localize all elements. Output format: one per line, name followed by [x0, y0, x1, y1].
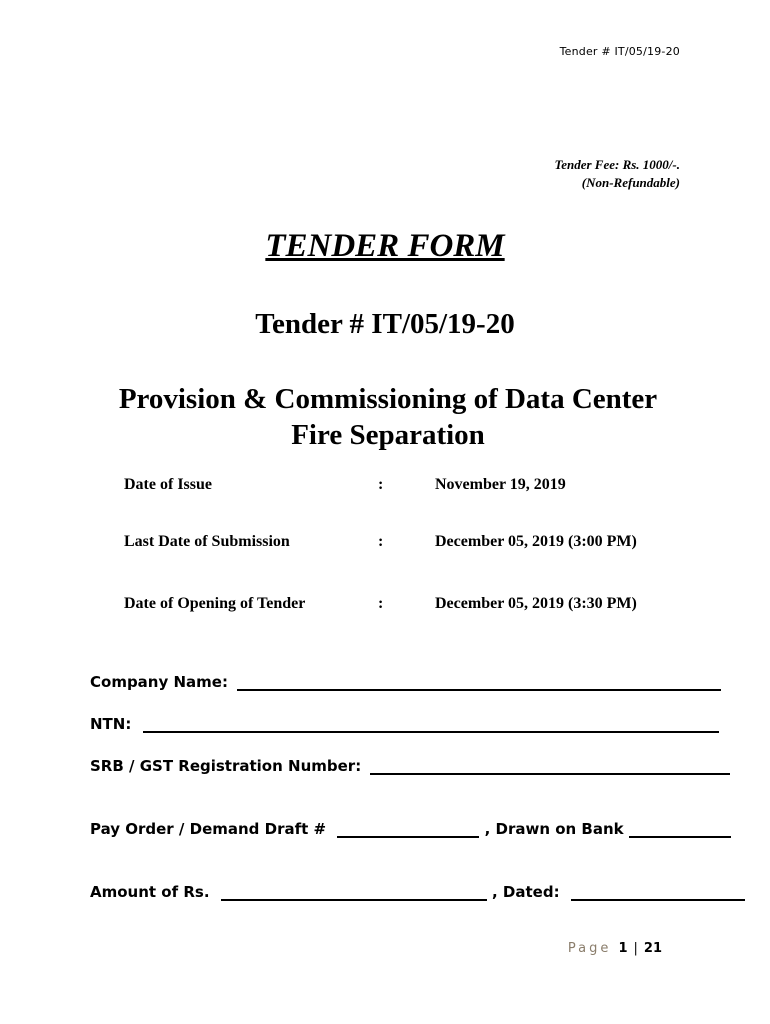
schedule-value: November 19, 2019	[435, 476, 566, 493]
amount-row	[90, 883, 745, 905]
tender-number-heading: Tender # IT/05/19-20	[255, 308, 515, 340]
schedule-separator: :	[378, 595, 384, 612]
company-name-label: Company Name:	[90, 673, 228, 691]
amount-label: Amount of Rs.	[90, 883, 210, 901]
srb-gst-blank[interactable]	[370, 758, 730, 775]
schedule-label: Date of Opening of Tender	[124, 595, 306, 612]
schedule-value: December 05, 2019 (3:30 PM)	[435, 595, 637, 612]
tender-fee-text: Tender Fee: Rs. 1000/-.	[554, 157, 680, 172]
company-name-blank[interactable]	[237, 674, 721, 691]
schedule-label: Last Date of Submission	[124, 533, 290, 550]
amount-blank[interactable]	[221, 884, 487, 901]
schedule-separator: :	[378, 476, 384, 493]
drawn-on-bank-label: , Drawn on Bank	[484, 820, 624, 838]
schedule-separator: :	[378, 533, 384, 550]
srb-gst-row	[90, 757, 730, 779]
drawn-on-bank-blank[interactable]	[629, 821, 731, 838]
company-name-row	[90, 673, 721, 695]
schedule-row-submission-date	[124, 533, 724, 555]
pay-order-label: Pay Order / Demand Draft #	[90, 820, 327, 838]
page-word: Page	[567, 941, 612, 956]
srb-gst-label: SRB / GST Registration Number:	[90, 757, 362, 775]
current-page-number: 1	[618, 941, 628, 956]
ntn-blank[interactable]	[143, 716, 719, 733]
schedule-value: December 05, 2019 (3:00 PM)	[435, 533, 637, 550]
ntn-label: NTN:	[90, 715, 132, 733]
non-refundable-note: (Non-Refundable)	[581, 175, 680, 190]
header-tender-reference: Tender # IT/05/19-20	[559, 45, 680, 58]
total-pages: 21	[643, 941, 662, 956]
project-title	[0, 381, 770, 453]
tender-fee-block	[554, 156, 680, 192]
schedule-row-issue-date	[124, 476, 724, 498]
project-title-line-2: Fire Separation	[291, 419, 485, 451]
pay-order-blank[interactable]	[337, 821, 479, 838]
pay-order-row	[90, 820, 731, 842]
dated-blank[interactable]	[571, 884, 745, 901]
ntn-row	[90, 715, 719, 737]
project-title-line-1: Provision & Commissioning of Data Center	[118, 383, 658, 415]
dated-label: , Dated:	[492, 883, 560, 901]
form-title: TENDER FORM	[265, 228, 505, 264]
page-footer	[568, 941, 662, 956]
schedule-row-opening-date	[124, 595, 724, 617]
schedule-label: Date of Issue	[124, 476, 212, 493]
page-separator: |	[633, 941, 638, 956]
